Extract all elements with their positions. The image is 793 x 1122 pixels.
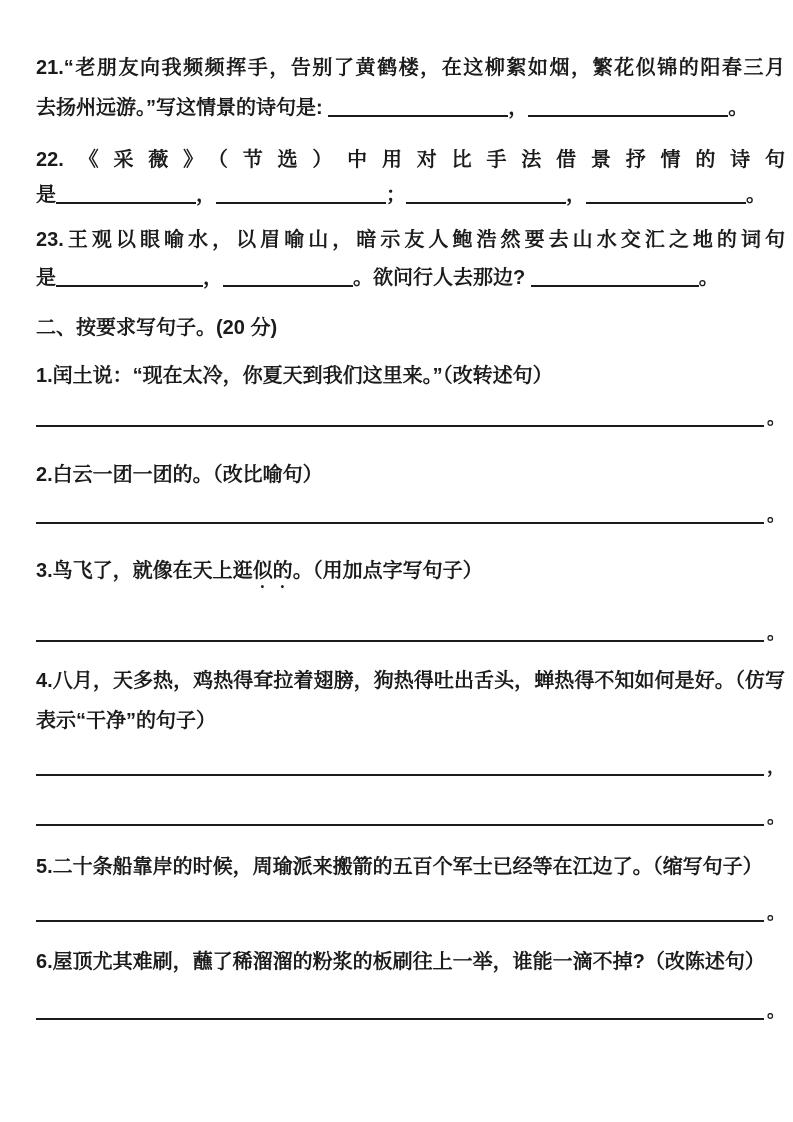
answer-line[interactable]	[36, 616, 785, 642]
line-end-punct: 。	[767, 807, 785, 827]
separator-comma: ，	[203, 267, 223, 289]
answer-line[interactable]	[36, 896, 785, 922]
write-on-rule[interactable]	[36, 496, 764, 524]
question-3-text	[36, 558, 785, 593]
separator-comma: ，	[508, 97, 529, 119]
question-3-text-after: 。（用加点字写句子）	[292, 560, 483, 582]
question-6-text: 6.屋顶尤其难刷，蘸了稀溜溜的粉浆的板刷往上一举，谁能一滴不掉?（改陈述句）	[36, 951, 765, 973]
question-22-line-1: 22.《采薇》（节选）中用对比手法借景抒情的诗句	[36, 149, 785, 171]
line-end-punct: 。	[767, 1001, 785, 1021]
question-5-text: 5.二十条船靠岸的时候，周瑜派来搬箭的五百个军士已经等在江边了。（缩写句子）	[36, 856, 763, 878]
write-on-rule[interactable]	[36, 894, 764, 922]
question-1-text: 1.闰土说：“现在太冷，你夏天到我们这里来。”（改转述句）	[36, 365, 553, 387]
question-23-line-1: 23.王观以眼喻水，以眉喻山，暗示友人鲍浩然要去山水交汇之地的词句	[36, 229, 785, 251]
line-end-punct: 。	[767, 903, 785, 923]
answer-line[interactable]	[36, 401, 785, 427]
blank-field[interactable]	[56, 267, 203, 287]
write-on-rule[interactable]	[36, 798, 764, 826]
blank-field[interactable]	[406, 184, 566, 204]
separator-period: 。	[746, 184, 766, 206]
blank-field[interactable]	[531, 267, 699, 287]
blank-field[interactable]	[586, 184, 746, 204]
separator-semicolon: ；	[386, 184, 406, 206]
answer-line[interactable]	[36, 498, 785, 524]
question-22-prompt: 是	[36, 184, 56, 206]
blank-field[interactable]	[528, 97, 728, 117]
blank-field[interactable]	[216, 184, 386, 204]
separator-period: 。	[698, 267, 719, 289]
question-3-text-before: 3.鸟飞了，就像在天上逛	[36, 560, 253, 582]
answer-line[interactable]	[36, 750, 785, 776]
line-end-punct: ，	[767, 757, 785, 777]
question-21-prompt: 去扬州远游。”写这情景的诗句是:	[36, 97, 323, 119]
separator-comma: ，	[566, 184, 586, 206]
line-end-punct: 。	[767, 408, 785, 428]
write-on-rule[interactable]	[36, 748, 764, 776]
section-2-heading: 二、按要求写句子。(20 分)	[36, 317, 278, 339]
question-23-line-2	[36, 265, 785, 291]
write-on-rule[interactable]	[36, 614, 764, 642]
answer-line[interactable]	[36, 800, 785, 826]
question-2-text: 2.白云一团一团的。（改比喻句）	[36, 464, 323, 486]
separator-period: 。	[728, 97, 749, 119]
blank-field[interactable]	[328, 97, 508, 117]
separator-comma: ，	[196, 184, 216, 206]
question-22-line-2	[36, 182, 785, 208]
blank-field[interactable]	[223, 267, 353, 287]
emphasized-characters: 似的	[252, 560, 293, 582]
blank-field[interactable]	[56, 184, 196, 204]
question-4-text: 4.八月，天多热，鸡热得耷拉着翅膀，狗热得吐出舌头，蝉热得不知如何是好。（仿写表示“干净”的句子）	[36, 670, 785, 732]
answer-line[interactable]	[36, 994, 785, 1020]
question-23-mid-text: 。欲问行人去那边?	[353, 267, 526, 289]
line-end-punct: 。	[767, 623, 785, 643]
question-21-line-2	[36, 95, 785, 121]
write-on-rule[interactable]	[36, 992, 764, 1020]
write-on-rule[interactable]	[36, 399, 764, 427]
question-21-line-1: 21.“老朋友向我频频挥手，告别了黄鹤楼，在这柳絮如烟，繁花似锦的阳春三月	[36, 57, 785, 79]
question-23-prompt: 是	[36, 267, 56, 289]
line-end-punct: 。	[767, 505, 785, 525]
